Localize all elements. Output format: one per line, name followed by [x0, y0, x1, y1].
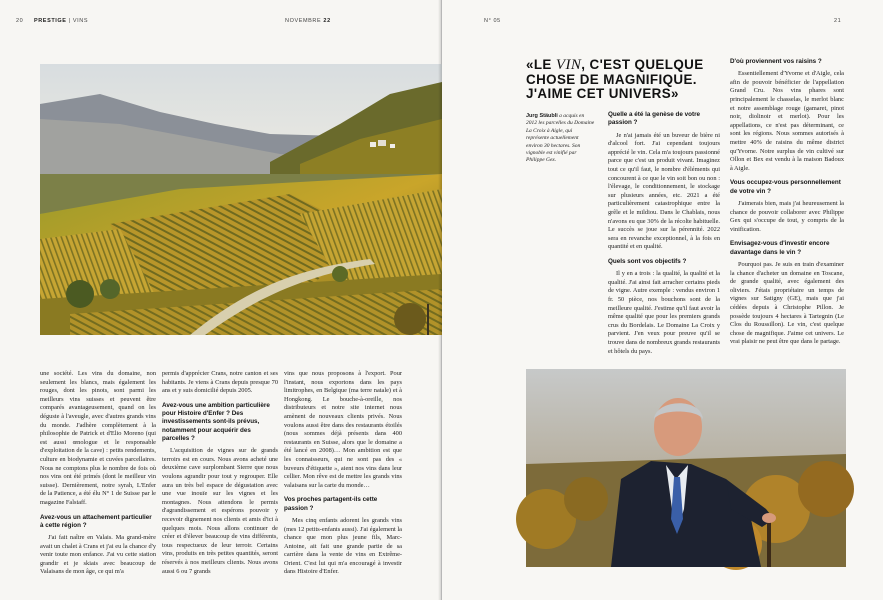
headline-part-2: , C'EST QUELQUE CHOSE DE MAGNIFIQUE. J'AIME CET UNIVERS» — [526, 57, 704, 101]
body-paragraph: vins que nous proposons à l'export. Pour l'instant, nous exportons dans les pays limitrophes, en Belgique (ma terre natale) et à Hongkong. Le bouche-à-oreille, nos distributeurs et notre site internet nous amènent de nouveaux clients privés. Nous voulons aussi être dans des restaurants étoilés (nous sommes déjà présents dans 400 restaurants en Suisse, alors que le domaine a été lancé en 2008)… Mon ambition est que les connaisseurs, qui ne sont pas des « buveurs d'étiquette », aient nos vins dans leur cellier. Mon rêve est de mettre les grands vins valaisans sur la carte du monde… — [284, 370, 402, 489]
headline-italic-word: VIN — [555, 57, 582, 73]
body-paragraph: Mes cinq enfants adorent les grands vins (mes 12 petits-enfants aussi). J'ai également la chance que mon plus jeune fils, Marc-Antoine, ait fait une grande partie de sa carrière dans la vente de vins en Extrême-Orient. C'est lui qui m'a encouragé à investir dans Histoire d'Enfer. — [284, 516, 402, 576]
interview-question: Avez-vous un attachement particulier à cette région ? — [40, 513, 152, 529]
section-name: VINS — [72, 18, 89, 24]
interview-question: Envisagez-vous d'investir encore davantage dans le vin ? — [730, 240, 830, 256]
body-paragraph: J'ai fait naître en Valais. Ma grand-mère avait un chalet à Crans et j'ai eu la chance d'y venir toute mon enfance. J'ai vu cette station grandir et je skiais avec beaucoup de Valaisans de mon âge, ce qui m'a — [40, 534, 156, 576]
body-paragraph: Il y en a trois : la qualité, la qualité et la qualité. J'ai ainsi fait arracher certains pieds de vigne. Autre exemple : vendus environ 1 fr. 50 pièce, nos bouchons sont de la meilleure qualité. J'estime qu'il faut avoir la même qualité que pour les premiers grands crus du Bordelais. Le Domaine La Croix y parvient. J'en veux pour preuve qu'il se trouve dans de nombreux grands restaurants et hôtels du pays. — [608, 270, 720, 355]
left-page-number: 20 — [16, 18, 24, 24]
issue-number: N° 05 — [484, 18, 501, 24]
left-running-head: 20 PRESTIGE | VINS — [16, 18, 89, 24]
intro-name: Jurg Stäubli — [526, 113, 558, 119]
right-page-number: 21 — [834, 18, 842, 24]
right-column-2 — [730, 58, 844, 347]
intro-caption — [526, 113, 596, 165]
interview-question: Quelle a été la genèse de votre passion ? — [608, 111, 701, 127]
body-paragraph: Essentiellement d'Yvorne et d'Aigle, cela afin de pouvoir bénéficier de l'appellation Grand Cru. Nos vins phares sont principalement le chasselas, le merlot blanc et notre assemblage rouge (gamaret, pinot noir, diolinoir et merlot). Pour les appellations, ce n'est pas déterminant, ce sont les régions. Nous sommes autorisés à mettre 40% de raisins du même district qu'Yvorne. Notre surplus de vin cultivé sur Ollon et Bex est vendu à la maison Badoux à Aigle. — [730, 70, 844, 172]
portrait-photo — [526, 369, 846, 567]
interview-question: Vous occupez-vous personnellement de votre vin ? — [730, 179, 841, 195]
left-page — [0, 0, 441, 600]
body-paragraph: Je n'ai jamais été un buveur de bière ni d'alcool fort. J'ai cependant toujours apprécié le vin. Cela m'a toujours passionné parce que c'est un produit vivant. Imaginez tout ce qu'il faut, le nombre d'éléments qui concourent à ce que le vin soit bon ou non : l'élevage, le conditionnement, le stockage sur plusieurs années, etc. 2021 a été particulièrement catastrophique entre la grêle et le mildiou. Dans le Chablais, nous n'avons eu que 30% de la récolte habituelle. Le succès se joue sur la pérennité. 2022 sera en revanche exceptionnel, à la fois en quantité et en qualité. — [608, 131, 720, 251]
right-running-head — [285, 18, 331, 24]
issue-year: 22 — [323, 18, 331, 24]
headline-quote — [526, 58, 742, 100]
body-paragraph: une société. Les vins du domaine, non seulement les blancs, mais également les rouges, dont les pinots, sont parmi les meilleurs vins suisses et peuvent être comparés avantageusement, quand on les déguste à l'aveugle, avec d'autres grands vins du monde. J'adhère complètement à la philosophie de Patrick et d'Elio Moreno (qui est aussi œnologue et le responsable d'exploitation de la cave) : petits rendements, culture en biodynamie et cuvées parcellaires. Nous ne comptons plus le nombre de fois où nos vins ont été primés (dont le meilleur vin suisse). Dernièrement, notre syrah, L'Enfer de la Patience, a été élu N° 1 de Suisse par le magazine Falstaff. — [40, 370, 156, 506]
right-column-1 — [608, 111, 720, 356]
headline-part-1: «LE — [526, 57, 556, 72]
left-column-2 — [162, 370, 278, 576]
body-paragraph: permis d'apprécier Crans, notre canton et ses habitants. Je viens à Crans depuis presque 70 ans et y suis domicilié depuis 2005. — [162, 370, 278, 395]
magazine-name: PRESTIGE — [33, 18, 67, 24]
intro-text: a acquis en 2012 les parcelles du Domaine La Croix à Aigle, qui représente actuellement environ 30 hectares. Son vignoble est vinifié par Philippe Gex. — [526, 113, 595, 164]
issue-month: NOVEMBRE — [285, 18, 322, 24]
body-paragraph: J'aimerais bien, mais j'ai heureusement la chance de pouvoir collaborer avec Philippe Gex qui s'occupe de tout, y compris de la vinification. — [730, 200, 844, 233]
left-column-3 — [284, 370, 402, 577]
body-paragraph: L'acquisition de vignes sur de grands terroirs est en cours. Nous avons acheté une deuxième cave surplombant Sierre que nous voulons agrandir pour tout y regrouper. Elle aura un très bel espace de dégustation avec une vue inouïe sur les vignes et les montagnes. Nous attendons le permis d'agrandissement et espérons pouvoir y recevoir dignement nos clients et amis d'ici à quelques mois. Nous allons continuer de créer et d'élever beaucoup de vins différents, tous respectueux de leur terroir. Certains vins, produits en très petites quantités, seront réservés à nos meilleurs clients. Nous avons aussi 6 ou 7 grands — [162, 447, 278, 575]
interview-question: Avez-vous une ambition particulière pour Histoire d'Enfer ? Des investissements sont-ils prévus, notamment pour acquérir des parcelles ? — [162, 401, 270, 442]
interview-question: D'où proviennent vos raisins ? — [730, 58, 822, 65]
body-paragraph: Pourquoi pas. Je suis en train d'examiner la chance d'acheter un domaine en Toscane, de grande qualité, avec également des oliviers. J'étais propriétaire un temps de vignes sur Satigny (GE), mais que j'ai cédées depuis à Christophe Pillon. Je possède toujours 4 hectares à Tartegnin (Le Clos du Roussillon). Le vin, c'est quelque chose de magnifique. J'aime cet univers. Le vrai plaisir ne peut être que dans le partage. — [730, 260, 844, 346]
vineyard-photo — [40, 64, 442, 335]
interview-question: Quels sont vos objectifs ? — [608, 257, 687, 265]
interview-question: Vos proches partagent-ils cette passion ? — [284, 496, 378, 512]
left-column-1 — [40, 370, 156, 577]
